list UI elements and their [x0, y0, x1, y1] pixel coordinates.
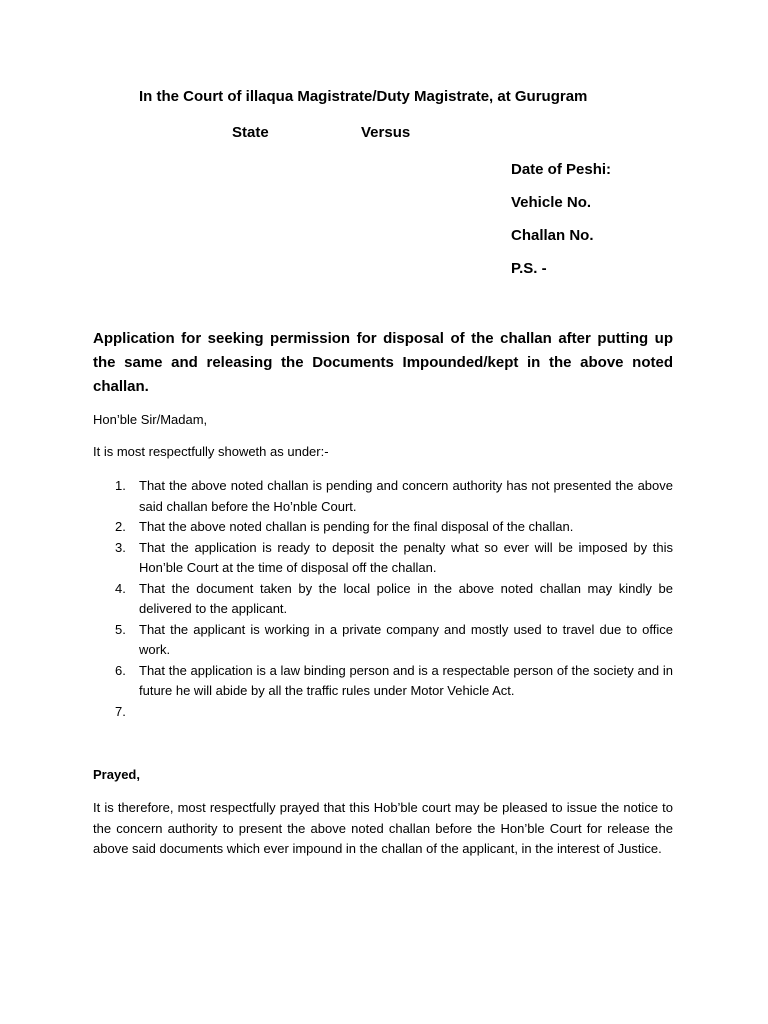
point-number: 4. — [115, 580, 126, 596]
list-item — [93, 661, 673, 702]
list-item — [93, 620, 673, 661]
list-item — [93, 517, 673, 538]
point-number: 2. — [115, 519, 126, 534]
list-item — [93, 579, 673, 620]
point-text: That the applicant is working in a private company and mostly used to travel due to office work. — [139, 621, 673, 657]
prayed-heading: Prayed, — [93, 767, 140, 782]
application-title: Application for seeking permission for disposal of the challan after putting up the same and releasing the Documents Impounded/kept in the above noted challan. — [93, 330, 673, 395]
list-item — [93, 702, 673, 723]
points-list — [93, 476, 673, 722]
list-item — [93, 538, 673, 579]
point-text — [139, 702, 673, 723]
point-number: 1. — [115, 478, 126, 493]
point-number: 7. — [115, 703, 126, 719]
point-text: That the application is a law binding person and is a respectable person of the society and in future he will abide by all the traffic rules under Motor Vehicle Act. — [139, 662, 673, 698]
list-item — [93, 476, 673, 517]
intro-line: It is most respectfully showeth as under:- — [93, 444, 329, 459]
salutation: Hon’ble Sir/Madam, — [93, 412, 208, 427]
case-details — [511, 160, 611, 292]
point-number: 6. — [115, 662, 126, 678]
party-state: State — [232, 124, 269, 141]
point-text: That the document taken by the local police in the above noted challan may kindly be delivered to the applicant. — [139, 580, 673, 616]
point-text: That the above noted challan is pending and concern authority has not presented the above said challan before the Ho’nble Court. — [139, 478, 673, 514]
prayer-paragraph: It is therefore, most respectfully prayed that this Hob’ble court may be pleased to issue the notice to the concern authority to present the above noted challan before the Hon’ble Court for release the above said documents which ever impound in the challan of the applicant, in the interest of Justice. — [93, 800, 673, 856]
challan-no-label: Challan No. — [511, 227, 594, 244]
court-title: In the Court of illaqua Magistrate/Duty Magistrate, at Gurugram — [139, 88, 588, 105]
party-versus: Versus — [361, 124, 411, 141]
point-text: That the above noted challan is pending for the final disposal of the challan. — [139, 519, 574, 534]
point-number: 3. — [115, 539, 126, 555]
police-station-label: P.S. - — [511, 260, 547, 277]
point-text: That the application is ready to deposit the penalty what so ever will be imposed by this Hon’ble Court at the time of disposal off the challan. — [139, 539, 673, 575]
date-of-peshi-label: Date of Peshi: — [511, 161, 612, 178]
point-number: 5. — [115, 621, 126, 637]
vehicle-no-label: Vehicle No. — [511, 194, 592, 211]
